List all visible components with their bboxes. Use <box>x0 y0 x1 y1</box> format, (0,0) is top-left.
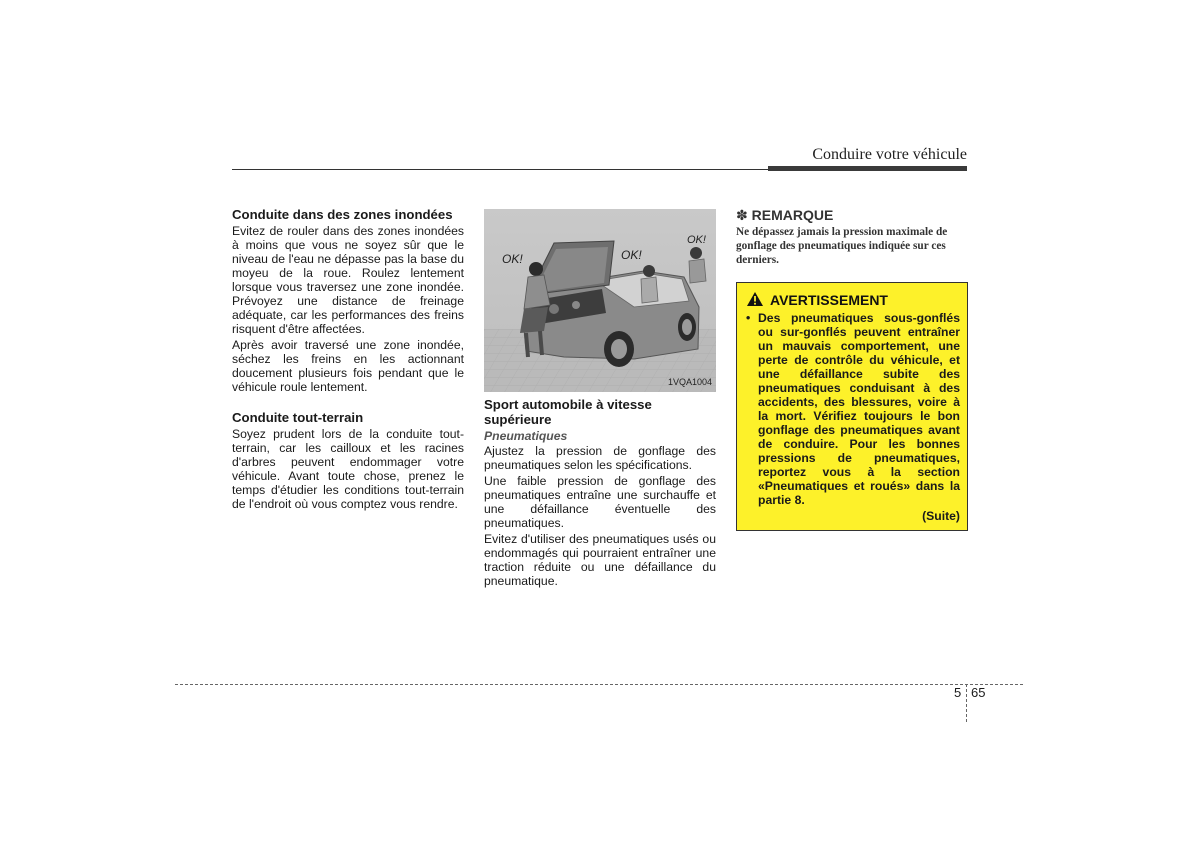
chapter-number: 5 <box>954 685 962 700</box>
ok-label: OK! <box>621 248 642 262</box>
remark-title: REMARQUE <box>751 207 834 223</box>
header-rule-accent <box>768 166 967 171</box>
paragraph: Une faible pression de gonflage des pneumatiques entraîne une surchauffe et une défaillance éventuelle des pneumatiques. <box>484 474 716 530</box>
ok-label: OK! <box>687 234 706 246</box>
paragraph: Evitez d'utiliser des pneumatiques usés ou endommagés qui pourraient entraîner une traction réduite ou une défaillance du pneumatique. <box>484 532 716 588</box>
column-right <box>736 207 968 531</box>
remark-heading <box>736 208 968 222</box>
paragraph: Après avoir traversé une zone inondée, séchez les freins en les actionnant doucement plusieurs fois pendant que le véhicule roule lentement. <box>232 338 464 394</box>
column-middle <box>484 207 716 590</box>
warning-text: Des pneumatiques sous-gonflés ou sur-gonflés peuvent entraîner un mauvais comportement, une perte de contrôle du véhicule, et une défaillance subite des pneumatiques conduisant à des accidents, des blessures, voire à la mort. Vérifiez toujours le bon gonflage des pneumatiques avant de conduire. Pour les bonnes pressions de pneumatiques, reportez vous à la section «Pneumatiques et roués» dans la partie 8. <box>758 311 960 507</box>
warning-title: AVERTISSEMENT <box>770 292 888 308</box>
section-title-motorsport: Sport automobile à vitesse supérieure <box>484 397 652 427</box>
section-title-off-road: Conduite tout-terrain <box>232 410 364 425</box>
paragraph: Evitez de rouler dans des zones inondées à moins que vous ne soyez sûr que le niveau de l'eau ne dépasse pas la base du moyeu de la roue. Roulez lentement lorsque vous traversez une zone inondée. Prévoyez une distance de freinage adéquate, car les performances des freins risquent d'être affectées. <box>232 224 464 336</box>
section-title-flooded-areas: Conduite dans des zones inondées <box>232 207 453 222</box>
ok-label: OK! <box>502 252 523 266</box>
page-header-title: Conduire votre véhicule <box>812 146 967 163</box>
continued-label: (Suite) <box>922 509 960 523</box>
remark-text: Ne dépassez jamais la pression maximale de gonflage des pneumatiques indiquée sur ces derniers. <box>736 226 948 266</box>
figure-code: 1VQA1004 <box>667 377 712 387</box>
footer-divider <box>966 684 967 722</box>
paragraph: Soyez prudent lors de la conduite tout-terrain, car les cailloux et les racines d'arbres peuvent endommager votre véhicule. Avant toute chose, prenez le temps d'étudier les conditions tout-terrain de l'endroit où vous comptez vous rendre. <box>232 427 464 511</box>
column-left <box>232 207 464 513</box>
warning-triangle-icon <box>746 291 764 309</box>
bullet: • <box>746 311 751 325</box>
page-number: 65 <box>971 685 986 700</box>
subtitle-tires: Pneumatiques <box>484 429 568 443</box>
car-inspection-illustration <box>484 209 716 392</box>
remark-icon: ✽ <box>736 207 748 223</box>
paragraph: Ajustez la pression de gonflage des pneumatiques selon les spécifications. <box>484 444 716 472</box>
warning-box <box>736 282 968 531</box>
footer-rule <box>175 684 1023 685</box>
